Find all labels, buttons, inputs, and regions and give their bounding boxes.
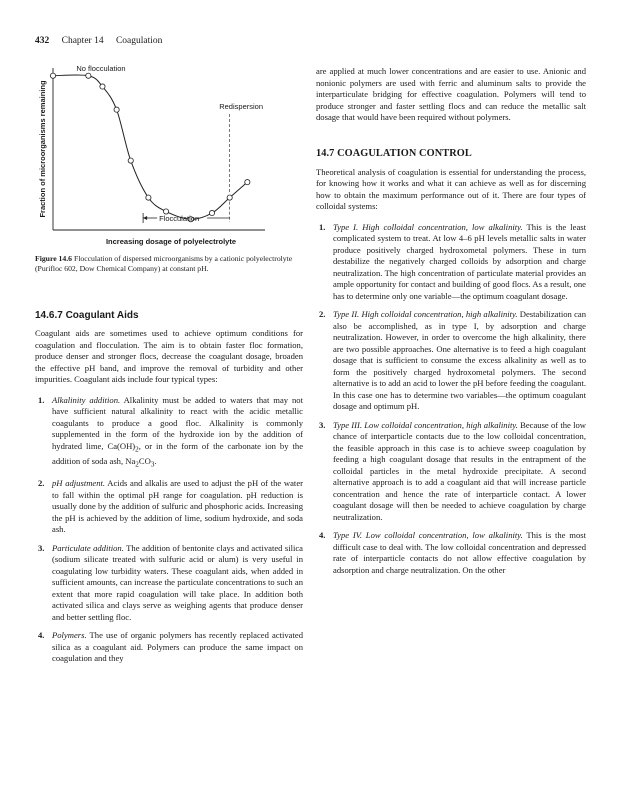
item-text: Because of the low chance of interparticle contacts due to the low colloidal concentration, the feasible approach in this case is to achieve sweep coagulation by feeding a high coagulant dosage that results in the entrapment of the colloidal particles in the metal hydroxide precipitate. A second alternative approach is to add a coagulant aid that will increase particle concentration and hence the rate of interparticle contact. A lower coagulant dosage will then be needed to achieve coagulation by charge neutralization. bbox=[333, 419, 586, 522]
coagulation-control-intro: Theoretical analysis of coagulation is essential for understanding the process, for knowing how it works and what it can achieve as well as for discerning how to obtain the maximum performance out of it. There are four types of colloidal systems: bbox=[316, 166, 586, 211]
list-item bbox=[319, 309, 587, 413]
item-number: 1. bbox=[38, 394, 45, 405]
subscript: 2 bbox=[135, 445, 139, 454]
item-text: Alkalinity must be added to waters that may not have sufficient natural alkalinity to react with the acidic metallic coagulants to produce a good floc. Alkalinity is commonly supplemented in the form of the hydroxide ion by the addition of hydrated lime, Ca(OH) bbox=[52, 394, 303, 451]
data-point bbox=[114, 107, 119, 112]
item-term: Type I. High colloidal concentration, low alkalinity. bbox=[333, 221, 523, 232]
item-text: The addition of bentonite clays and activated silica (sodium silicate treated with sulfuric acid or alum) is very useful in coagulating low turbidity waters. These coagulant aids, when added in sufficient amounts, can increase the particulate concentrations to such an extent that more rapid coagulation will take place. In addition both activated silica and clays serve as weighing agents that produce denser and better settling floc. bbox=[52, 542, 303, 622]
data-point bbox=[128, 158, 133, 163]
list-item bbox=[38, 542, 303, 624]
figure-caption bbox=[35, 254, 303, 274]
caption-text: Flocculation of dispersed microorganisms by a cationic polyelectrolyte (Purifloc 602, Dow Chemical Company) at constant pH. bbox=[35, 254, 293, 274]
item-number: 2. bbox=[38, 478, 45, 489]
item-text: This is the least complicated system to treat. At low 4–6 pH levels metallic salts in water produce positively charged hydroxometal polymers. These in turn destabilize the negatively charged colloids by adsorption and charge neutralization. The high concentration of particulate material provides an ample opportunity for contact and building of good flocs. As a result, one has to determine only one variable—the optimum coagulant dosage. bbox=[333, 221, 586, 301]
data-point bbox=[50, 73, 55, 78]
item-number: 4. bbox=[38, 630, 45, 641]
x-axis-label: Increasing dosage of polyelectrolyte bbox=[105, 237, 237, 246]
polymers-continuation: are applied at much lower concentrations and are easier to use. Anionic and nonionic polymers are used with ferric and aluminum salts to provide the interparticulate bridging for effective coagulation. Polymers will tend to produce stronger and faster settling flocs and can reduce the metallic salt dosage that would have been required without polymers. bbox=[316, 66, 586, 122]
list-item bbox=[319, 530, 586, 576]
list-item bbox=[38, 478, 303, 536]
data-point bbox=[146, 195, 151, 200]
item-number: 2. bbox=[319, 309, 326, 319]
y-axis-label: Fraction of microorganisms remaining bbox=[38, 80, 47, 218]
item-number: 3. bbox=[319, 419, 326, 430]
caption-label: Figure 14.6 bbox=[35, 254, 73, 263]
section-heading-coagulation-control: 14.7 COAGULATION CONTROL bbox=[316, 147, 472, 159]
chapter-title: Coagulation bbox=[115, 36, 163, 46]
item-term: Type III. Low colloidal concentration, high alkalinity. bbox=[333, 419, 518, 430]
item-text: Destabilization can also be accomplished, as in type I, by adsorption and charge neutralization. However, in order to overcome the high alkalinity, there are two possible approaches. One alternative is to feed a high coagulant dosage that is sufficient to consume the excess alkalinity as well as to form the positively charged hydroxometal polymers. The second alternative is to add an acid to lower the pH before feeding the coagulant. In this case one has to determine two variables—the optimum coagulant dosage and optimum pH. bbox=[333, 309, 587, 411]
item-term: Particulate addition. bbox=[52, 542, 124, 553]
flocculation-chart bbox=[35, 60, 303, 250]
right-column bbox=[316, 66, 586, 583]
data-point bbox=[100, 84, 105, 89]
section-heading-coagulant-aids: 14.6.7 Coagulant Aids bbox=[35, 310, 139, 322]
page-number: 432 bbox=[35, 36, 50, 46]
item-term: pH adjustment. bbox=[52, 478, 106, 489]
flocculation-arrow-head bbox=[143, 216, 147, 220]
item-term: Type II. High colloidal concentration, high alkalinity. bbox=[333, 309, 518, 319]
list-item bbox=[319, 221, 586, 303]
item-term: Alkalinity addition. bbox=[52, 394, 121, 405]
annotation-redispersion: Redispersion bbox=[219, 102, 263, 111]
item-text: . bbox=[154, 456, 157, 467]
item-text: , or in the form of the carbonate ion by the addition of soda ash, Na bbox=[52, 440, 304, 467]
item-text: The use of organic polymers has recently replaced activated silica as a coagulant aid. Polymers can produce the same impact on coagulation and they bbox=[52, 630, 303, 664]
data-point bbox=[245, 180, 250, 185]
chapter-label: Chapter 14 bbox=[61, 36, 104, 46]
item-number: 3. bbox=[38, 542, 45, 553]
coagulant-aids-intro: Coagulant aids are sometimes used to achieve optimum conditions for coagulation and flocculation. The aim is to obtain faster floc formation, produce denser and stronger flocs, decrease the coagulant dosage, broaden the effective pH band, and improve the removal of turbidity and other impurities. Coagulant aids include four typical types: bbox=[35, 328, 303, 385]
item-number: 4. bbox=[319, 530, 326, 540]
item-number: 1. bbox=[319, 221, 326, 232]
subscript: 3 bbox=[150, 460, 155, 469]
data-point bbox=[209, 210, 214, 215]
annotation-no-flocculation: No flocculation bbox=[76, 64, 126, 73]
coagulant-aids-list bbox=[35, 395, 303, 665]
list-item bbox=[319, 419, 586, 524]
data-point bbox=[86, 73, 91, 78]
item-text: Acids and alkalis are used to adjust the pH of the water to fall within the optimal pH range for coagulation. pH reduction is usually done by the addition of sulfuric and phosphoric acids. Increasing the pH is achieved by the addition of lime, sodium hydroxide, and soda ash. bbox=[52, 478, 303, 535]
figure-14-6 bbox=[35, 60, 303, 250]
item-text: CO bbox=[138, 456, 151, 467]
list-item bbox=[38, 630, 303, 665]
item-text: This is the most difficult case to deal with. The low colloidal concentration and depressed rate of interparticle contacts do not allow effective coagulation by adsorption and charge neutralization. On the other bbox=[333, 530, 586, 575]
subscript: 2 bbox=[135, 460, 139, 469]
item-term: Type IV. Low colloidal concentration, low alkalinity. bbox=[333, 530, 523, 540]
list-item bbox=[38, 394, 304, 471]
item-term: Polymers. bbox=[52, 630, 87, 641]
left-column bbox=[35, 60, 303, 672]
annotation-flocculation: Flocculation bbox=[159, 214, 200, 223]
running-head bbox=[35, 36, 162, 46]
colloidal-systems-list bbox=[316, 222, 586, 577]
data-point bbox=[227, 195, 232, 200]
